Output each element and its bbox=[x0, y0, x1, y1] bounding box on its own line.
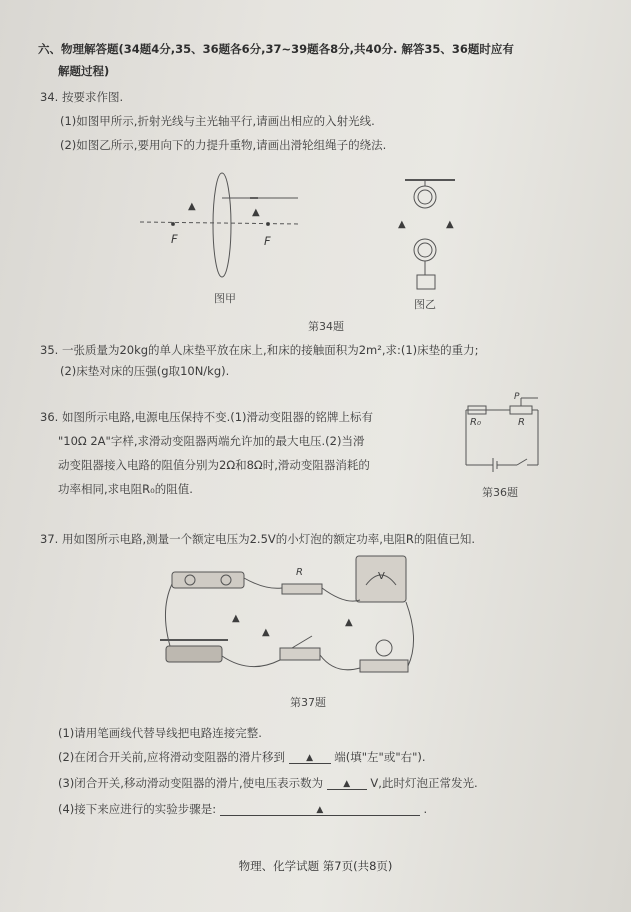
voltmeter-label: V bbox=[378, 571, 385, 582]
answer-blank-voltage[interactable]: ▲ bbox=[327, 777, 367, 790]
weight-box bbox=[417, 275, 435, 289]
r0-label: R₀ bbox=[470, 417, 481, 428]
answer-blank-side[interactable]: ▲ bbox=[289, 751, 331, 764]
page-footer: 物理、化学试题 第7页(共8页) bbox=[238, 859, 393, 873]
fixed-pulley bbox=[414, 186, 436, 208]
q36-line4: 功率相同,求电阻R₀的阻值. bbox=[58, 482, 193, 496]
q37-part2 bbox=[58, 750, 426, 764]
blank-mark: ▲ bbox=[446, 219, 454, 230]
lamp-base bbox=[360, 660, 408, 672]
convex-lens bbox=[213, 173, 231, 277]
principal-axis bbox=[140, 222, 300, 224]
lens-diagram bbox=[140, 173, 300, 277]
q36-line1: 36. 如图所示电路,电源电压保持不变.(1)滑动变阻器的铭牌上标有 bbox=[40, 410, 374, 424]
r-label: R bbox=[518, 417, 525, 428]
q34-part2: (2)如图乙所示,要用向下的力提升重物,请画出滑轮组绳子的绕法. bbox=[60, 138, 387, 152]
q36-line3: 动变阻器接入电路的阻值分别为2Ω和8Ω时,滑动变阻器消耗的 bbox=[58, 458, 370, 472]
resistor-label: R bbox=[296, 567, 303, 578]
rheostat bbox=[166, 646, 222, 662]
resistor-r-board bbox=[282, 584, 322, 594]
q34-caption: 第34题 bbox=[308, 320, 344, 333]
q37-part4-suffix: . bbox=[423, 802, 428, 816]
q34-part1: (1)如图甲所示,折射光线与主光轴平行,请画出相应的入射光线. bbox=[60, 114, 375, 128]
blank-mark: ▲ bbox=[252, 207, 260, 218]
section-heading-cont: 解题过程) bbox=[58, 64, 110, 78]
q36-circuit bbox=[466, 398, 538, 472]
pulley-diagram bbox=[405, 180, 455, 289]
q37-part4 bbox=[58, 802, 427, 816]
q37-stem: 37. 用如图所示电路,测量一个额定电压为2.5V的小灯泡的额定功率,电阻R的阻值已知. bbox=[40, 532, 476, 546]
lamp-bulb bbox=[376, 640, 392, 656]
slider-p-label: P bbox=[514, 392, 520, 402]
q36-caption: 第36题 bbox=[482, 486, 518, 499]
q37-part4-text: (4)接下来应进行的实验步骤是: bbox=[58, 802, 217, 816]
figure-jia-caption: 图甲 bbox=[214, 292, 236, 305]
q37-part2-suffix: 端(填"左"或"右"). bbox=[334, 750, 426, 764]
q37-caption: 第37题 bbox=[290, 696, 326, 709]
movable-pulley bbox=[414, 239, 436, 261]
q35-line1: 35. 一张质量为20kg的单人床垫平放在床上,和床的接触面积为2m²,求:(1)床垫的重力; bbox=[40, 343, 479, 357]
q37-part1: (1)请用笔画线代替导线把电路连接完整. bbox=[58, 726, 262, 740]
focus-label-right: F bbox=[264, 234, 271, 248]
blank-mark: ▲ bbox=[345, 617, 353, 628]
figure-yi-caption: 图乙 bbox=[414, 298, 436, 311]
rheostat-r bbox=[510, 406, 532, 414]
q37-part3 bbox=[58, 776, 478, 790]
battery-box bbox=[172, 572, 244, 588]
blank-mark: ▲ bbox=[262, 627, 270, 638]
focus-label-left: F bbox=[171, 232, 178, 246]
q37-part2-text: (2)在闭合开关前,应将滑动变阻器的滑片移到 bbox=[58, 750, 285, 764]
q37-apparatus bbox=[160, 556, 414, 672]
blank-mark: ▲ bbox=[398, 219, 406, 230]
q34-stem: 34. 按要求作图. bbox=[40, 90, 124, 104]
q37-part3-text: (3)闭合开关,移动滑动变阻器的滑片,使电压表示数为 bbox=[58, 776, 324, 790]
section-heading: 六、物理解答题(34题4分,35、36题各6分,37~39题各8分,共40分. 解答35、36题时应有 bbox=[38, 42, 514, 56]
switch bbox=[517, 459, 527, 465]
q35-line2: (2)床垫对床的压强(g取10N/kg). bbox=[60, 364, 230, 378]
blank-mark: ▲ bbox=[188, 201, 196, 212]
q37-part3-suffix: V,此时灯泡正常发光. bbox=[370, 776, 478, 790]
blank-mark: ▲ bbox=[232, 613, 240, 624]
q36-line2: "10Ω 2A"字样,求滑动变阻器两端允许加的最大电压.(2)当滑 bbox=[58, 434, 365, 448]
answer-blank-next-step[interactable]: ▲ bbox=[220, 803, 420, 816]
switch-board bbox=[280, 648, 320, 660]
